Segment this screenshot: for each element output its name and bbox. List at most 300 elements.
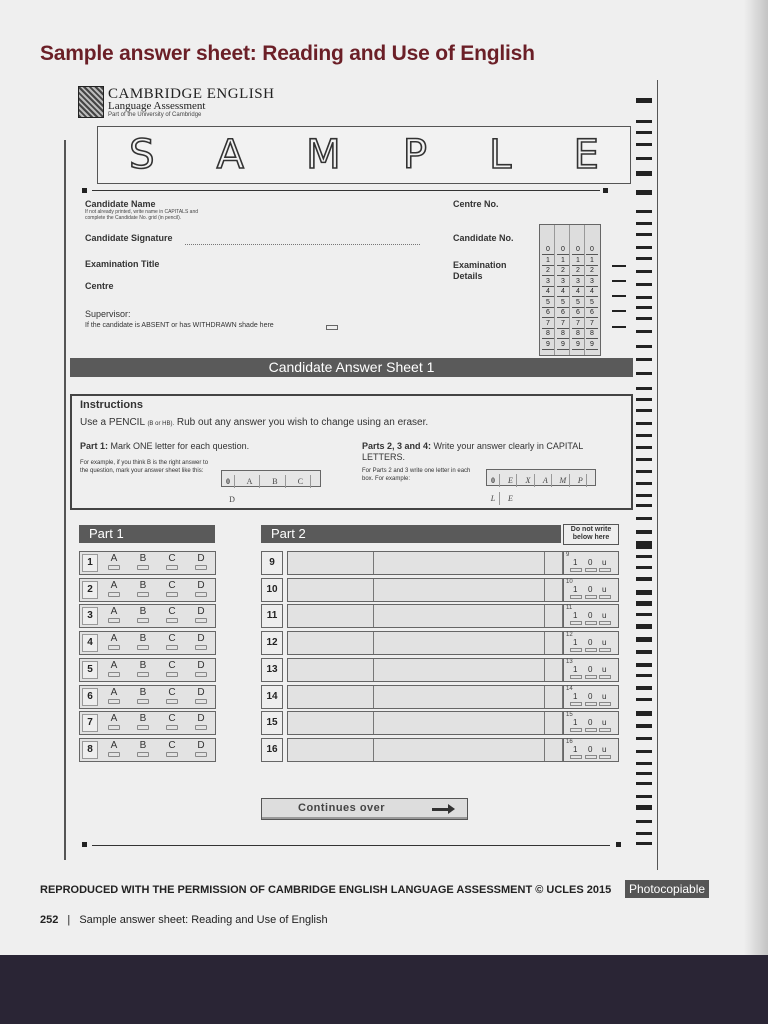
timing-mark xyxy=(636,637,652,642)
option-letter: C xyxy=(168,713,176,725)
letter-box[interactable] xyxy=(305,659,323,681)
letter-box[interactable] xyxy=(442,632,460,654)
option-letter: D xyxy=(197,553,205,564)
option-letter: B xyxy=(139,553,147,564)
mark-option: 1 xyxy=(573,584,578,594)
letter-box[interactable] xyxy=(322,739,340,761)
letter-box[interactable] xyxy=(322,579,340,601)
lozenge xyxy=(137,699,149,704)
letter-box[interactable] xyxy=(459,632,477,654)
lozenge xyxy=(137,565,149,570)
sample-letter: M xyxy=(306,132,341,178)
grid-digit[interactable]: 1 xyxy=(586,256,598,266)
letter-box[interactable] xyxy=(288,712,306,734)
mark-option: 0 xyxy=(588,611,593,621)
answer-option[interactable] xyxy=(131,633,155,650)
letter-box[interactable] xyxy=(493,739,511,761)
letter-box[interactable] xyxy=(391,659,409,681)
grid-digit[interactable]: 0 xyxy=(572,245,584,255)
timing-mark xyxy=(636,222,652,225)
grid-digit[interactable]: 9 xyxy=(572,340,584,350)
answer-option[interactable] xyxy=(102,660,126,677)
mark-lozenge xyxy=(599,595,611,599)
letter-box[interactable] xyxy=(459,552,477,574)
answer-option[interactable] xyxy=(189,633,213,650)
answer-option[interactable] xyxy=(102,713,126,730)
letter-box[interactable] xyxy=(339,632,357,654)
timing-mark xyxy=(636,842,652,845)
part1-row xyxy=(79,738,216,762)
letter-box[interactable] xyxy=(442,659,460,681)
mark-lozenge xyxy=(599,568,611,572)
letter-box[interactable] xyxy=(374,605,392,627)
letter-box[interactable] xyxy=(442,712,460,734)
letter-box[interactable] xyxy=(391,605,409,627)
marker-question-number: 10 xyxy=(566,578,573,585)
timing-mark xyxy=(636,257,652,260)
letter-box[interactable] xyxy=(339,579,357,601)
grid-digit[interactable]: 0 xyxy=(586,245,598,255)
timing-mark xyxy=(636,494,652,497)
answer-option[interactable] xyxy=(131,660,155,677)
letter-box[interactable] xyxy=(545,686,563,708)
option-letter: D xyxy=(197,633,205,645)
timing-mark xyxy=(636,795,652,798)
grid-digit[interactable]: 4 xyxy=(557,287,569,297)
letter-box[interactable] xyxy=(545,739,563,761)
lozenge xyxy=(108,565,120,570)
part2-header: Part 2 xyxy=(261,525,561,543)
lozenge xyxy=(195,592,207,597)
letter-box[interactable] xyxy=(374,686,392,708)
letter-box[interactable] xyxy=(476,686,494,708)
question-number: 5 xyxy=(82,661,98,679)
answer-letter-boxes[interactable] xyxy=(287,631,563,655)
answer-option[interactable] xyxy=(102,553,126,570)
logo-subtitle: Language Assessment xyxy=(108,100,206,112)
answer-option[interactable] xyxy=(102,687,126,704)
letter-box[interactable] xyxy=(339,712,357,734)
letter-box[interactable] xyxy=(476,605,494,627)
answer-letter-boxes[interactable] xyxy=(287,551,563,575)
letter-box[interactable] xyxy=(408,712,426,734)
letter-box[interactable] xyxy=(356,552,374,574)
letter-box[interactable] xyxy=(493,632,511,654)
letter-box[interactable] xyxy=(527,712,545,734)
grid-digit[interactable]: 9 xyxy=(557,340,569,350)
letter-box[interactable] xyxy=(288,659,306,681)
grid-digit[interactable]: 7 xyxy=(572,319,584,329)
question-number: 2 xyxy=(82,581,98,599)
answer-option[interactable] xyxy=(102,580,126,597)
grid-digit[interactable]: 2 xyxy=(557,266,569,276)
parts234-text: Write your answer clearly in CAPITAL LETTERS. xyxy=(362,441,583,462)
answer-option[interactable] xyxy=(189,580,213,597)
letter-box[interactable] xyxy=(459,686,477,708)
mark-lozenge xyxy=(599,621,611,625)
letter-box[interactable] xyxy=(408,605,426,627)
letter-box[interactable] xyxy=(322,605,340,627)
answer-letter-boxes[interactable] xyxy=(287,711,563,735)
marker-box xyxy=(563,738,619,762)
letter-box[interactable] xyxy=(391,552,409,574)
letter-box[interactable] xyxy=(322,632,340,654)
exam-title-label: Examination Title xyxy=(85,259,160,269)
answer-option[interactable] xyxy=(131,713,155,730)
mark-lozenge xyxy=(599,728,611,732)
letter-box[interactable] xyxy=(339,686,357,708)
letter-box[interactable] xyxy=(425,552,443,574)
letter-box[interactable] xyxy=(527,579,545,601)
letter-box[interactable] xyxy=(374,579,392,601)
grid-digit[interactable]: 1 xyxy=(557,256,569,266)
letter-box[interactable] xyxy=(356,605,374,627)
answer-option[interactable] xyxy=(102,633,126,650)
timing-mark xyxy=(636,650,652,654)
letter-box[interactable] xyxy=(459,579,477,601)
letter-box[interactable] xyxy=(442,552,460,574)
grid-digit[interactable]: 2 xyxy=(586,266,598,276)
grid-digit[interactable]: 1 xyxy=(572,256,584,266)
letter-box[interactable] xyxy=(510,605,528,627)
letter-box[interactable] xyxy=(493,579,511,601)
letter-box[interactable] xyxy=(391,579,409,601)
letter-box[interactable] xyxy=(476,659,494,681)
lozenge xyxy=(108,618,120,623)
timing-mark xyxy=(636,772,652,775)
answer-option[interactable] xyxy=(131,580,155,597)
grid-digit[interactable]: 7 xyxy=(542,319,554,329)
answer-option[interactable] xyxy=(102,740,126,757)
answer-letter-boxes[interactable] xyxy=(287,685,563,709)
grid-digit[interactable]: 2 xyxy=(572,266,584,276)
answer-letter-boxes[interactable] xyxy=(287,604,563,628)
letter-box[interactable] xyxy=(322,552,340,574)
grid-digit[interactable]: 8 xyxy=(572,329,584,339)
letter-box[interactable] xyxy=(510,686,528,708)
grid-digit[interactable]: 6 xyxy=(572,308,584,318)
letter-box[interactable] xyxy=(476,552,494,574)
answer-option[interactable] xyxy=(160,633,184,650)
grid-digit[interactable]: 3 xyxy=(586,277,598,287)
part1-row xyxy=(79,711,216,735)
letter-box[interactable] xyxy=(391,686,409,708)
answer-option[interactable] xyxy=(131,553,155,570)
answer-option[interactable] xyxy=(189,740,213,757)
marker-box xyxy=(563,631,619,655)
lozenge xyxy=(137,752,149,757)
grid-digit[interactable]: 4 xyxy=(542,287,554,297)
letter-box[interactable] xyxy=(356,686,374,708)
mark-option: u xyxy=(602,718,607,728)
grid-digit[interactable]: 2 xyxy=(542,266,554,276)
marker-box xyxy=(563,551,619,575)
letter-box[interactable] xyxy=(305,605,323,627)
letter-box[interactable] xyxy=(288,686,306,708)
letter-box[interactable] xyxy=(493,552,511,574)
letter-box[interactable] xyxy=(510,739,528,761)
registration-mark xyxy=(616,842,621,847)
answer-option[interactable] xyxy=(189,713,213,730)
letter-box[interactable] xyxy=(476,632,494,654)
mark-lozenge xyxy=(599,648,611,652)
letter-box[interactable] xyxy=(442,579,460,601)
letter-box[interactable] xyxy=(545,632,563,654)
letter-box[interactable] xyxy=(305,686,323,708)
letter-box[interactable] xyxy=(288,579,306,601)
letter-box[interactable] xyxy=(527,605,545,627)
answer-option[interactable] xyxy=(131,606,155,623)
signature-line[interactable] xyxy=(185,244,420,245)
example-letter: L xyxy=(487,492,500,505)
part1-instruction xyxy=(80,441,249,451)
part1-example-box xyxy=(221,470,321,504)
letter-box[interactable] xyxy=(305,632,323,654)
letter-box[interactable] xyxy=(305,579,323,601)
letter-box[interactable] xyxy=(356,659,374,681)
letter-box[interactable] xyxy=(391,632,409,654)
letter-box[interactable] xyxy=(527,552,545,574)
part1-text: Mark ONE letter for each question. xyxy=(110,441,250,451)
letter-box[interactable] xyxy=(305,739,323,761)
grid-digit[interactable]: 3 xyxy=(572,277,584,287)
example-opt: C xyxy=(290,475,311,488)
grid-digit[interactable]: 8 xyxy=(586,329,598,339)
letter-box[interactable] xyxy=(425,686,443,708)
grid-digit[interactable]: 9 xyxy=(542,340,554,350)
grid-digit[interactable]: 1 xyxy=(542,256,554,266)
marker-question-number: 11 xyxy=(566,605,573,612)
letter-box[interactable] xyxy=(545,605,563,627)
mark-option: 1 xyxy=(573,691,578,701)
timing-mark xyxy=(636,566,652,569)
option-letter: B xyxy=(139,606,147,618)
timing-mark xyxy=(636,434,652,437)
answer-option[interactable] xyxy=(189,687,213,704)
letter-box[interactable] xyxy=(356,739,374,761)
letter-box[interactable] xyxy=(374,552,392,574)
lozenge xyxy=(137,725,149,730)
timing-mark xyxy=(636,686,652,690)
letter-box[interactable] xyxy=(339,659,357,681)
letter-box[interactable] xyxy=(493,686,511,708)
letter-box[interactable] xyxy=(339,605,357,627)
timing-mark xyxy=(636,663,652,667)
letter-box[interactable] xyxy=(408,552,426,574)
mark-option: u xyxy=(602,638,607,648)
lozenge xyxy=(195,672,207,677)
letter-box[interactable] xyxy=(493,659,511,681)
timing-mark xyxy=(636,832,652,835)
answer-option[interactable] xyxy=(160,713,184,730)
letter-box[interactable] xyxy=(442,686,460,708)
letter-box[interactable] xyxy=(322,712,340,734)
letter-box[interactable] xyxy=(408,739,426,761)
answer-option[interactable] xyxy=(160,580,184,597)
letter-box[interactable] xyxy=(322,659,340,681)
grid-digit[interactable]: 0 xyxy=(557,245,569,255)
letter-box[interactable] xyxy=(356,579,374,601)
timing-mark xyxy=(636,750,652,753)
answer-option[interactable] xyxy=(160,553,184,570)
exam-details-label: Examination Details xyxy=(453,260,507,281)
option-letter: A xyxy=(110,553,118,564)
letter-box[interactable] xyxy=(510,579,528,601)
grid-digit[interactable]: 5 xyxy=(586,298,598,308)
letter-box[interactable] xyxy=(459,712,477,734)
answer-option[interactable] xyxy=(189,606,213,623)
letter-box[interactable] xyxy=(527,739,545,761)
option-letter: D xyxy=(197,713,205,725)
letter-box[interactable] xyxy=(425,739,443,761)
example-opt: D xyxy=(229,495,235,504)
lozenge xyxy=(166,725,178,730)
marker-question-number: 9 xyxy=(566,552,570,558)
answer-letter-boxes[interactable] xyxy=(287,738,563,762)
grid-digit[interactable]: 7 xyxy=(586,319,598,329)
grid-digit[interactable]: 3 xyxy=(542,277,554,287)
answer-option[interactable] xyxy=(160,687,184,704)
answer-option[interactable] xyxy=(189,660,213,677)
letter-box[interactable] xyxy=(391,712,409,734)
timing-mark xyxy=(636,120,652,123)
letter-box[interactable] xyxy=(545,552,563,574)
logo-tagline: Part of the University of Cambridge xyxy=(108,112,202,118)
grid-digit[interactable]: 5 xyxy=(572,298,584,308)
sample-letter: L xyxy=(489,132,512,178)
answer-option[interactable] xyxy=(131,687,155,704)
mark-lozenge xyxy=(570,595,582,599)
letter-box[interactable] xyxy=(288,605,306,627)
centre-label: Centre xyxy=(85,281,114,291)
letter-box[interactable] xyxy=(545,579,563,601)
answer-option[interactable] xyxy=(189,553,213,570)
grid-digit[interactable]: 7 xyxy=(557,319,569,329)
letter-box[interactable] xyxy=(510,712,528,734)
marker-box xyxy=(563,604,619,628)
grid-digit[interactable]: 4 xyxy=(586,287,598,297)
letter-box[interactable] xyxy=(288,632,306,654)
letter-box[interactable] xyxy=(288,739,306,761)
letter-box[interactable] xyxy=(374,659,392,681)
letter-box[interactable] xyxy=(374,712,392,734)
letter-box[interactable] xyxy=(527,686,545,708)
letter-box[interactable] xyxy=(425,632,443,654)
letter-box[interactable] xyxy=(339,552,357,574)
letter-box[interactable] xyxy=(425,712,443,734)
answer-option[interactable] xyxy=(102,606,126,623)
letter-box[interactable] xyxy=(510,632,528,654)
letter-box[interactable] xyxy=(374,739,392,761)
answer-option[interactable] xyxy=(160,606,184,623)
grid-digit[interactable]: 5 xyxy=(542,298,554,308)
example-letter: E xyxy=(504,474,517,487)
grid-digit[interactable]: 8 xyxy=(542,329,554,339)
timing-mark xyxy=(636,210,652,213)
letter-box[interactable] xyxy=(408,659,426,681)
letter-box[interactable] xyxy=(425,659,443,681)
letter-box[interactable] xyxy=(425,579,443,601)
grid-digit[interactable]: 9 xyxy=(586,340,598,350)
mark-option: 0 xyxy=(588,638,593,648)
grid-digit[interactable]: 0 xyxy=(542,245,554,255)
timing-mark xyxy=(636,724,652,728)
grid-digit[interactable]: 8 xyxy=(557,329,569,339)
timing-mark xyxy=(636,330,652,333)
grid-digit[interactable]: 6 xyxy=(586,308,598,318)
letter-box[interactable] xyxy=(408,579,426,601)
grid-digit[interactable]: 3 xyxy=(557,277,569,287)
letter-box[interactable] xyxy=(425,605,443,627)
absent-shade-box[interactable] xyxy=(326,325,338,330)
lozenge xyxy=(108,725,120,730)
letter-box[interactable] xyxy=(356,712,374,734)
answer-letter-boxes[interactable] xyxy=(287,658,563,682)
part1-row xyxy=(79,604,216,628)
letter-box[interactable] xyxy=(305,712,323,734)
letter-box[interactable] xyxy=(339,739,357,761)
letter-box[interactable] xyxy=(493,605,511,627)
letter-box[interactable] xyxy=(459,659,477,681)
question-number: 3 xyxy=(82,607,98,625)
letter-box[interactable] xyxy=(545,659,563,681)
example-letter: M xyxy=(557,474,570,487)
letter-box[interactable] xyxy=(442,739,460,761)
letter-box[interactable] xyxy=(305,552,323,574)
lozenge xyxy=(195,618,207,623)
mark-lozenge xyxy=(570,675,582,679)
letter-box[interactable] xyxy=(510,552,528,574)
letter-box[interactable] xyxy=(476,579,494,601)
letter-box[interactable] xyxy=(356,632,374,654)
letter-box[interactable] xyxy=(510,659,528,681)
letter-box[interactable] xyxy=(442,605,460,627)
grid-digit[interactable]: 6 xyxy=(557,308,569,318)
letter-box[interactable] xyxy=(391,739,409,761)
letter-box[interactable] xyxy=(476,739,494,761)
example-opt: A xyxy=(239,475,260,488)
letter-box[interactable] xyxy=(459,605,477,627)
letter-box[interactable] xyxy=(374,632,392,654)
letter-box[interactable] xyxy=(288,552,306,574)
letter-box[interactable] xyxy=(527,632,545,654)
timing-dash xyxy=(612,280,626,282)
letter-box[interactable] xyxy=(408,686,426,708)
option-letter: D xyxy=(197,659,205,671)
letter-box[interactable] xyxy=(527,659,545,681)
answer-option[interactable] xyxy=(131,740,155,757)
letter-box[interactable] xyxy=(545,712,563,734)
grid-digit[interactable]: 4 xyxy=(572,287,584,297)
candidate-number-grid[interactable] xyxy=(539,224,601,356)
mark-lozenge xyxy=(599,702,611,706)
timing-mark xyxy=(636,409,652,412)
letter-box[interactable] xyxy=(408,632,426,654)
answer-option[interactable] xyxy=(160,740,184,757)
option-letter: B xyxy=(139,739,147,751)
letter-box[interactable] xyxy=(459,739,477,761)
sample-letter: A xyxy=(216,132,244,178)
timing-mark xyxy=(636,577,652,581)
timing-mark xyxy=(636,270,652,273)
letter-box[interactable] xyxy=(476,712,494,734)
grid-digit[interactable]: 6 xyxy=(542,308,554,318)
answer-letter-boxes[interactable] xyxy=(287,578,563,602)
answer-option[interactable] xyxy=(160,660,184,677)
letter-box[interactable] xyxy=(493,712,511,734)
grid-digit[interactable]: 5 xyxy=(557,298,569,308)
letter-box[interactable] xyxy=(322,686,340,708)
